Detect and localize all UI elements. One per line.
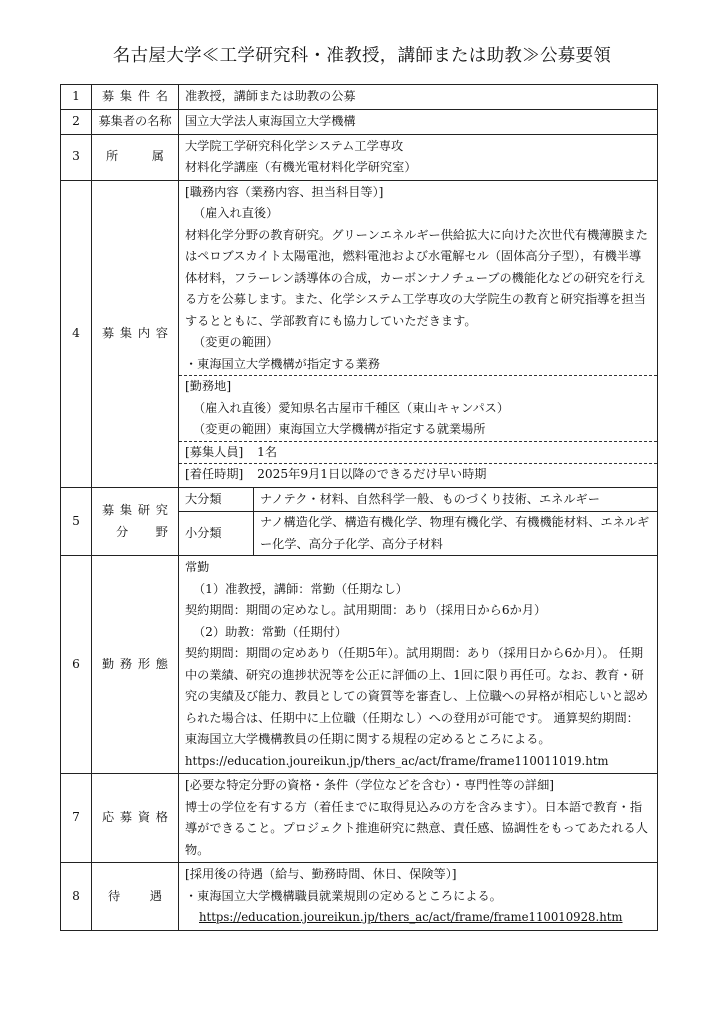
headcount-value: 1名: [257, 444, 278, 459]
duty-header: [職務内容（業務内容、担当科目等）]: [185, 184, 384, 199]
headcount-section: [179, 441, 657, 464]
row-label: 募集件名: [92, 85, 179, 110]
row-number: 2: [61, 110, 92, 135]
position-title-value: 准教授，講師または助教の公募: [179, 85, 658, 110]
recruiter-value: 国立大学法人東海国立大学機構: [179, 110, 658, 135]
research-field-table: [179, 488, 657, 556]
row-employment-type: [61, 556, 658, 774]
workplace-change: （変更の範囲）東海国立大学機構が指定する就業場所: [193, 422, 486, 436]
employment-contract-1: 契約期間：期間の定めなし。試用期間：あり（採用日から6か月）: [185, 603, 547, 617]
benefits-regulation-link[interactable]: https://education.joureikun.jp/thers_ac/act/frame/frame110010928.htm: [199, 910, 623, 924]
minor-category-label: 小分類: [179, 512, 254, 556]
employment-assistant-prof: （2）助教：常勤（任期付）: [193, 624, 348, 639]
duty-sub-change: （変更の範囲）: [193, 335, 279, 349]
row-recruiter: [61, 110, 658, 135]
duty-change-scope: ・東海国立大学機構が指定する業務: [185, 356, 380, 371]
employment-contract-2: 契約期間：期間の定めあり（任期5年）。試用期間：あり（採用日から6か月）。 任期中の業績、研究の進捗状況等を公正に評価の上、1回に限り再任可。なお、教育・研究の実績及び能力、教員としての資質等を審査し、上位職への昇格が相応しいと認められた場合は、任期中に上位職（任期なし）への登用が可能です。 通算契約期間： 東海国立大学機構教員の任期に関する規程の定めるところによる。: [185, 646, 649, 746]
row-recruitment-details: [61, 180, 658, 487]
affiliation-value: [179, 134, 658, 180]
employment-regulation-link[interactable]: https://education.joureikun.jp/thers_ac/act/frame/frame110011019.htm: [185, 753, 609, 768]
row-label: 応募資格: [92, 774, 179, 863]
row-number: 6: [61, 556, 92, 774]
row-position-title: [61, 85, 658, 110]
major-category-value: ナノテク・材料、自然科学一般、ものづくり技術、エネルギー: [260, 491, 600, 506]
page-title: 名古屋大学≪工学研究科・准教授，講師または助教≫公募要領: [112, 46, 612, 66]
affiliation-lab: 材料化学講座（有機光電材料化学研究室）: [185, 160, 417, 174]
row-number: 1: [61, 85, 92, 110]
major-category-label: 大分類: [179, 488, 254, 512]
workplace-immediate: （雇入れ直後）愛知県名古屋市千種区（東山キャンパス）: [193, 400, 510, 415]
row-label: 募集内容: [92, 180, 179, 487]
qualifications-text: 博士の学位を有する方（着任までに取得見込みの方を含みます）。日本語で教育・指導ができること。プロジェクト推進研究に熱意、責任感、協調性をもってあたれる人物。: [185, 799, 648, 857]
row-number: 5: [61, 487, 92, 556]
workplace-section: [179, 375, 657, 441]
employment-type-value: [179, 556, 658, 774]
row-number: 7: [61, 774, 92, 863]
row-number: 3: [61, 134, 92, 180]
row-label: 待遇: [92, 863, 179, 931]
row-label: 募集研究 分野: [92, 487, 179, 556]
employment-assoc-prof: （1）准教授，講師：常勤（任期なし）: [193, 581, 408, 596]
duty-sub-immediate: （雇入れ直後）: [193, 206, 279, 220]
minor-category-value: ナノ構造化学、構造有機化学、物理有機化学、有機機能材料、エネルギー化学、高分子化学、高分子材料: [254, 512, 658, 556]
row-label: 所属: [92, 134, 179, 180]
row-number: 8: [61, 863, 92, 931]
row-affiliation: [61, 134, 658, 180]
row-benefits: [61, 863, 658, 931]
duty-description: 材料化学分野の教育研究。グリーンエネルギー供給拡大に向けた次世代有機薄膜またはペロブスカイト太陽電池，燃料電池および水電解セル（固体高分子型），有機半導体材料，フラーレン誘導体の合成，カーボンナノチューブの機能化などの研究を行える方を公募します。また、化学システム工学専攻の大学院生の教育と研究指導を担当するとともに、学部教育にも協力していただきます。: [185, 227, 648, 328]
row-qualifications: [61, 774, 658, 863]
workplace-header: [勤務地]: [185, 379, 232, 393]
benefits-header: [採用後の待遇（給与、勤務時間、休日、保険等）]: [185, 867, 457, 881]
start-date-label: [着任時期]: [185, 467, 244, 481]
headcount-label: [募集人員]: [185, 444, 244, 459]
research-field-cell: [179, 487, 658, 556]
qualifications-header: [必要な特定分野の資格・条件（学位などを含む）・専門性等の詳細]: [185, 778, 555, 792]
row-label: 勤務形態: [92, 556, 179, 774]
affiliation-dept: 大学院工学研究科化学システム工学専攻: [185, 138, 404, 153]
start-date-value: 2025年9月1日以降のできるだけ早い時期: [257, 467, 487, 481]
employment-fulltime: 常勤: [185, 560, 210, 574]
row-label: 募集者の名称: [92, 110, 179, 135]
recruitment-details: [179, 180, 658, 487]
recruitment-table: [60, 84, 658, 931]
benefits-text: ・東海国立大学機構職員就業規則の定めるところによる。: [185, 888, 502, 903]
qualifications-value: [179, 774, 658, 863]
row-number: 4: [61, 180, 92, 487]
duty-section: [179, 182, 657, 376]
start-date-section: [179, 463, 657, 486]
row-research-field: [61, 487, 658, 556]
benefits-value: [179, 863, 658, 931]
